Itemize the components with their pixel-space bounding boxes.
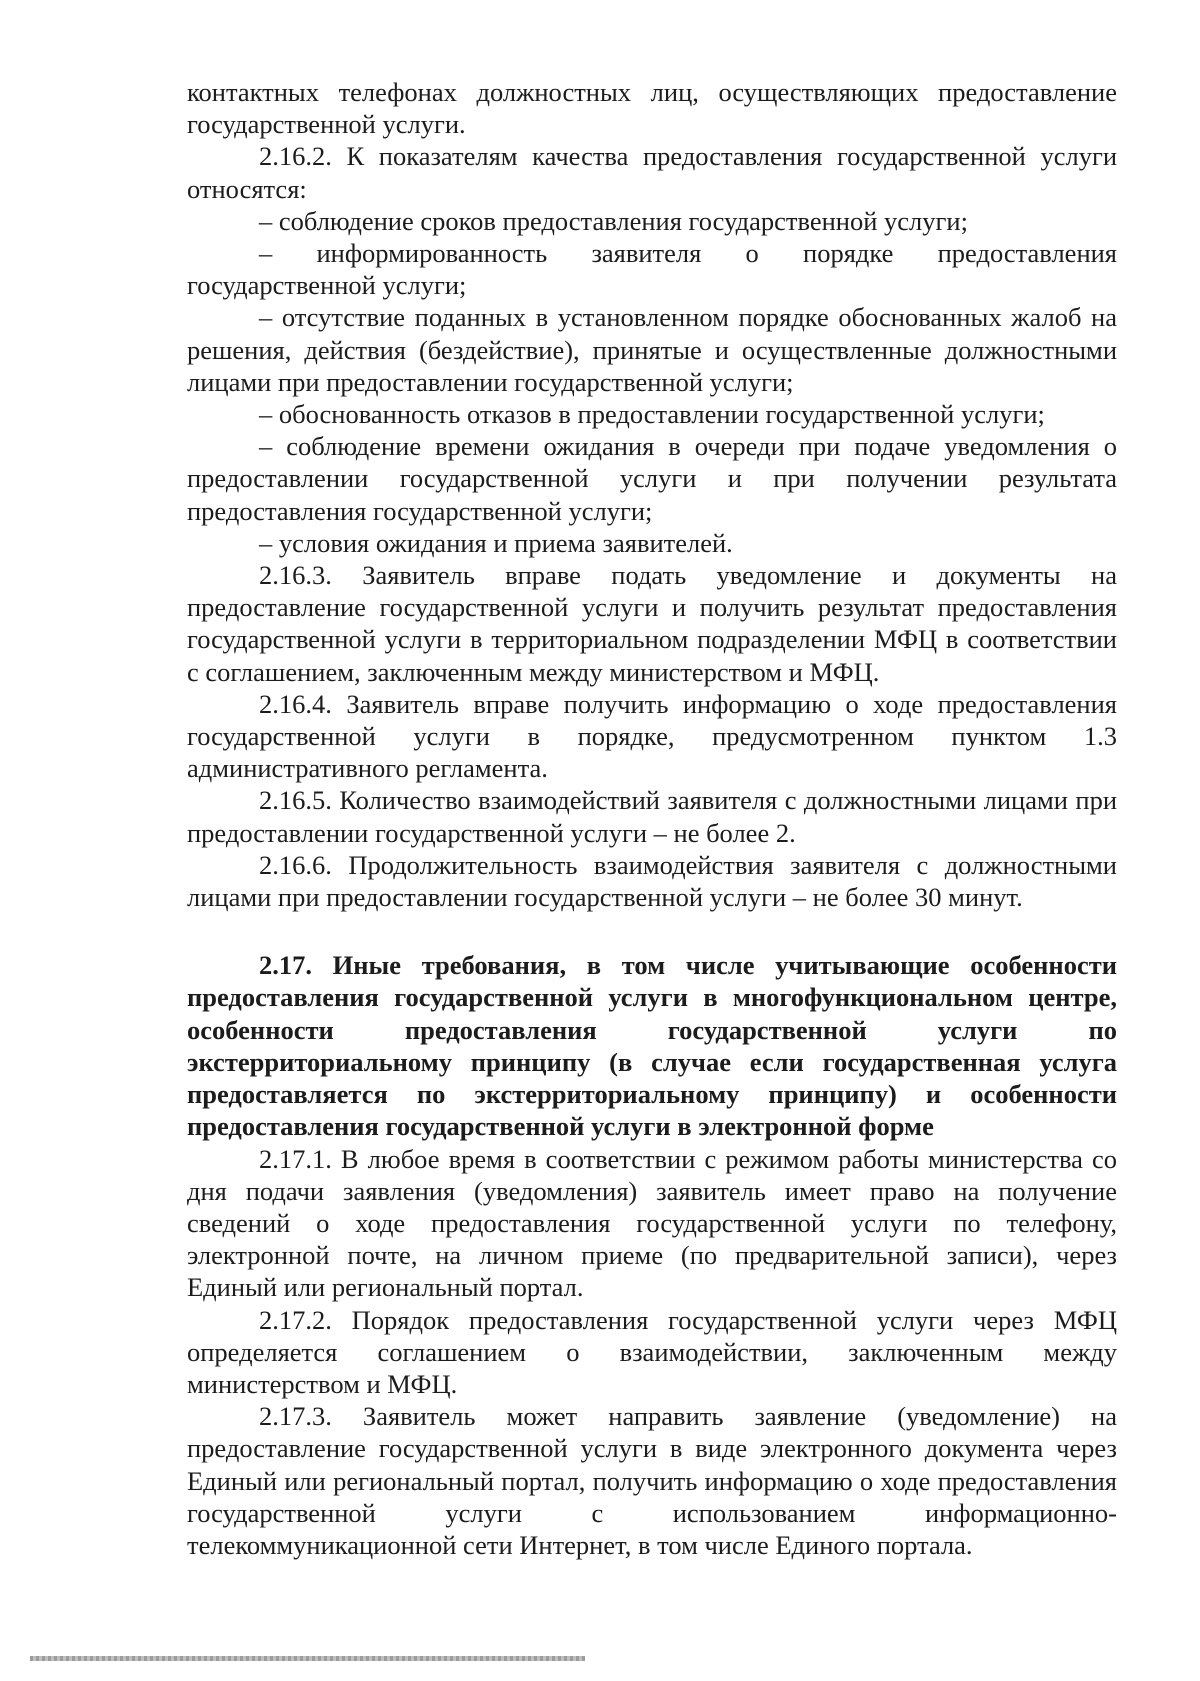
section-heading-2-17: 2.17. Иные требования, в том числе учитывающие особенности предоставления государственной услуги в многофункциональном центре, особенности предоставления государственной услуги по экстерриториальному принципу (в случае если государственная услуга предоставляется по экстерриториальному принципу) и особенности предоставления государственной услуги в электронной форме bbox=[187, 950, 1117, 1142]
paragraph-2-16-2: 2.16.2. К показателям качества предоставления государственной услуги относятся: bbox=[187, 141, 1117, 204]
list-item-waiting-conditions: – условия ожидания и приема заявителей. bbox=[259, 527, 733, 558]
paragraph-2-16-6: 2.16.6. Продолжительность взаимодействия заявителя с должностными лицами при предоставлении государственной услуги – не более 30 минут. bbox=[187, 849, 1117, 913]
list-item-awareness: – информированность заявителя о порядке предоставления государственной услуги; bbox=[187, 238, 1117, 301]
paragraph-2-16-3: 2.16.3. Заявитель вправе подать уведомление и документы на предоставление государственной услуги и получить результат предоставления государственной услуги в территориальном подразделении МФЦ в соответствии с соглашением, заключенным между министерством и МФЦ. bbox=[187, 560, 1117, 687]
paragraph-2-17-2: 2.17.2. Порядок предоставления государственной услуги через МФЦ определяется соглашением о взаимодействии, заключенным между министерством и МФЦ. bbox=[187, 1304, 1117, 1399]
paragraph-2-16-4: 2.16.4. Заявитель вправе получить информацию о ходе предоставления государственной услуги в порядке, предусмотренном пунктом 1.3 административного регламента. bbox=[187, 688, 1117, 784]
list-item-no-complaints: – отсутствие поданных в установленном порядке обоснованных жалоб на решения, действия (бездействие), принятые и осуществленные должностными лицами при предоставлении государственной услуги; bbox=[187, 302, 1117, 397]
paragraph-2-16-5: 2.16.5. Количество взаимодействий заявителя с должностными лицами при предоставлении государственной услуги – не более 2. bbox=[187, 785, 1117, 848]
scan-edge-artifact bbox=[30, 1656, 585, 1661]
paragraph-2-17-1: 2.17.1. В любое время в соответствии с режимом работы министерства со дня подачи заявления (уведомления) заявитель имеет право на получение сведений о ходе предоставления государственной услуги по телефону, электронной почте, на личном приеме (по предварительной записи), через Единый или региональный портал. bbox=[187, 1143, 1117, 1303]
paragraph-contacts-continuation: контактных телефонах должностных лиц, осуществляющих предоставление государственной услуги. bbox=[187, 77, 1117, 140]
document-page bbox=[187, 76, 1117, 1561]
list-item-deadlines: – соблюдение сроков предоставления государственной услуги; bbox=[259, 205, 968, 236]
list-item-waiting-time: – соблюдение времени ожидания в очереди при подаче уведомления о предоставлении государственной услуги и при получении результата предоставления государственной услуги; bbox=[187, 431, 1117, 526]
list-item-refusals: – обоснованность отказов в предоставлении государственной услуги; bbox=[259, 399, 1045, 430]
paragraph-2-17-3: 2.17.3. Заявитель может направить заявление (уведомление) на предоставление государственной услуги в виде электронного документа через Единый или региональный портал, получить информацию о ходе предоставления государственной услуги с использованием информационно-телекоммуникационной сети Интернет, в том числе Единого портала. bbox=[187, 1401, 1117, 1560]
